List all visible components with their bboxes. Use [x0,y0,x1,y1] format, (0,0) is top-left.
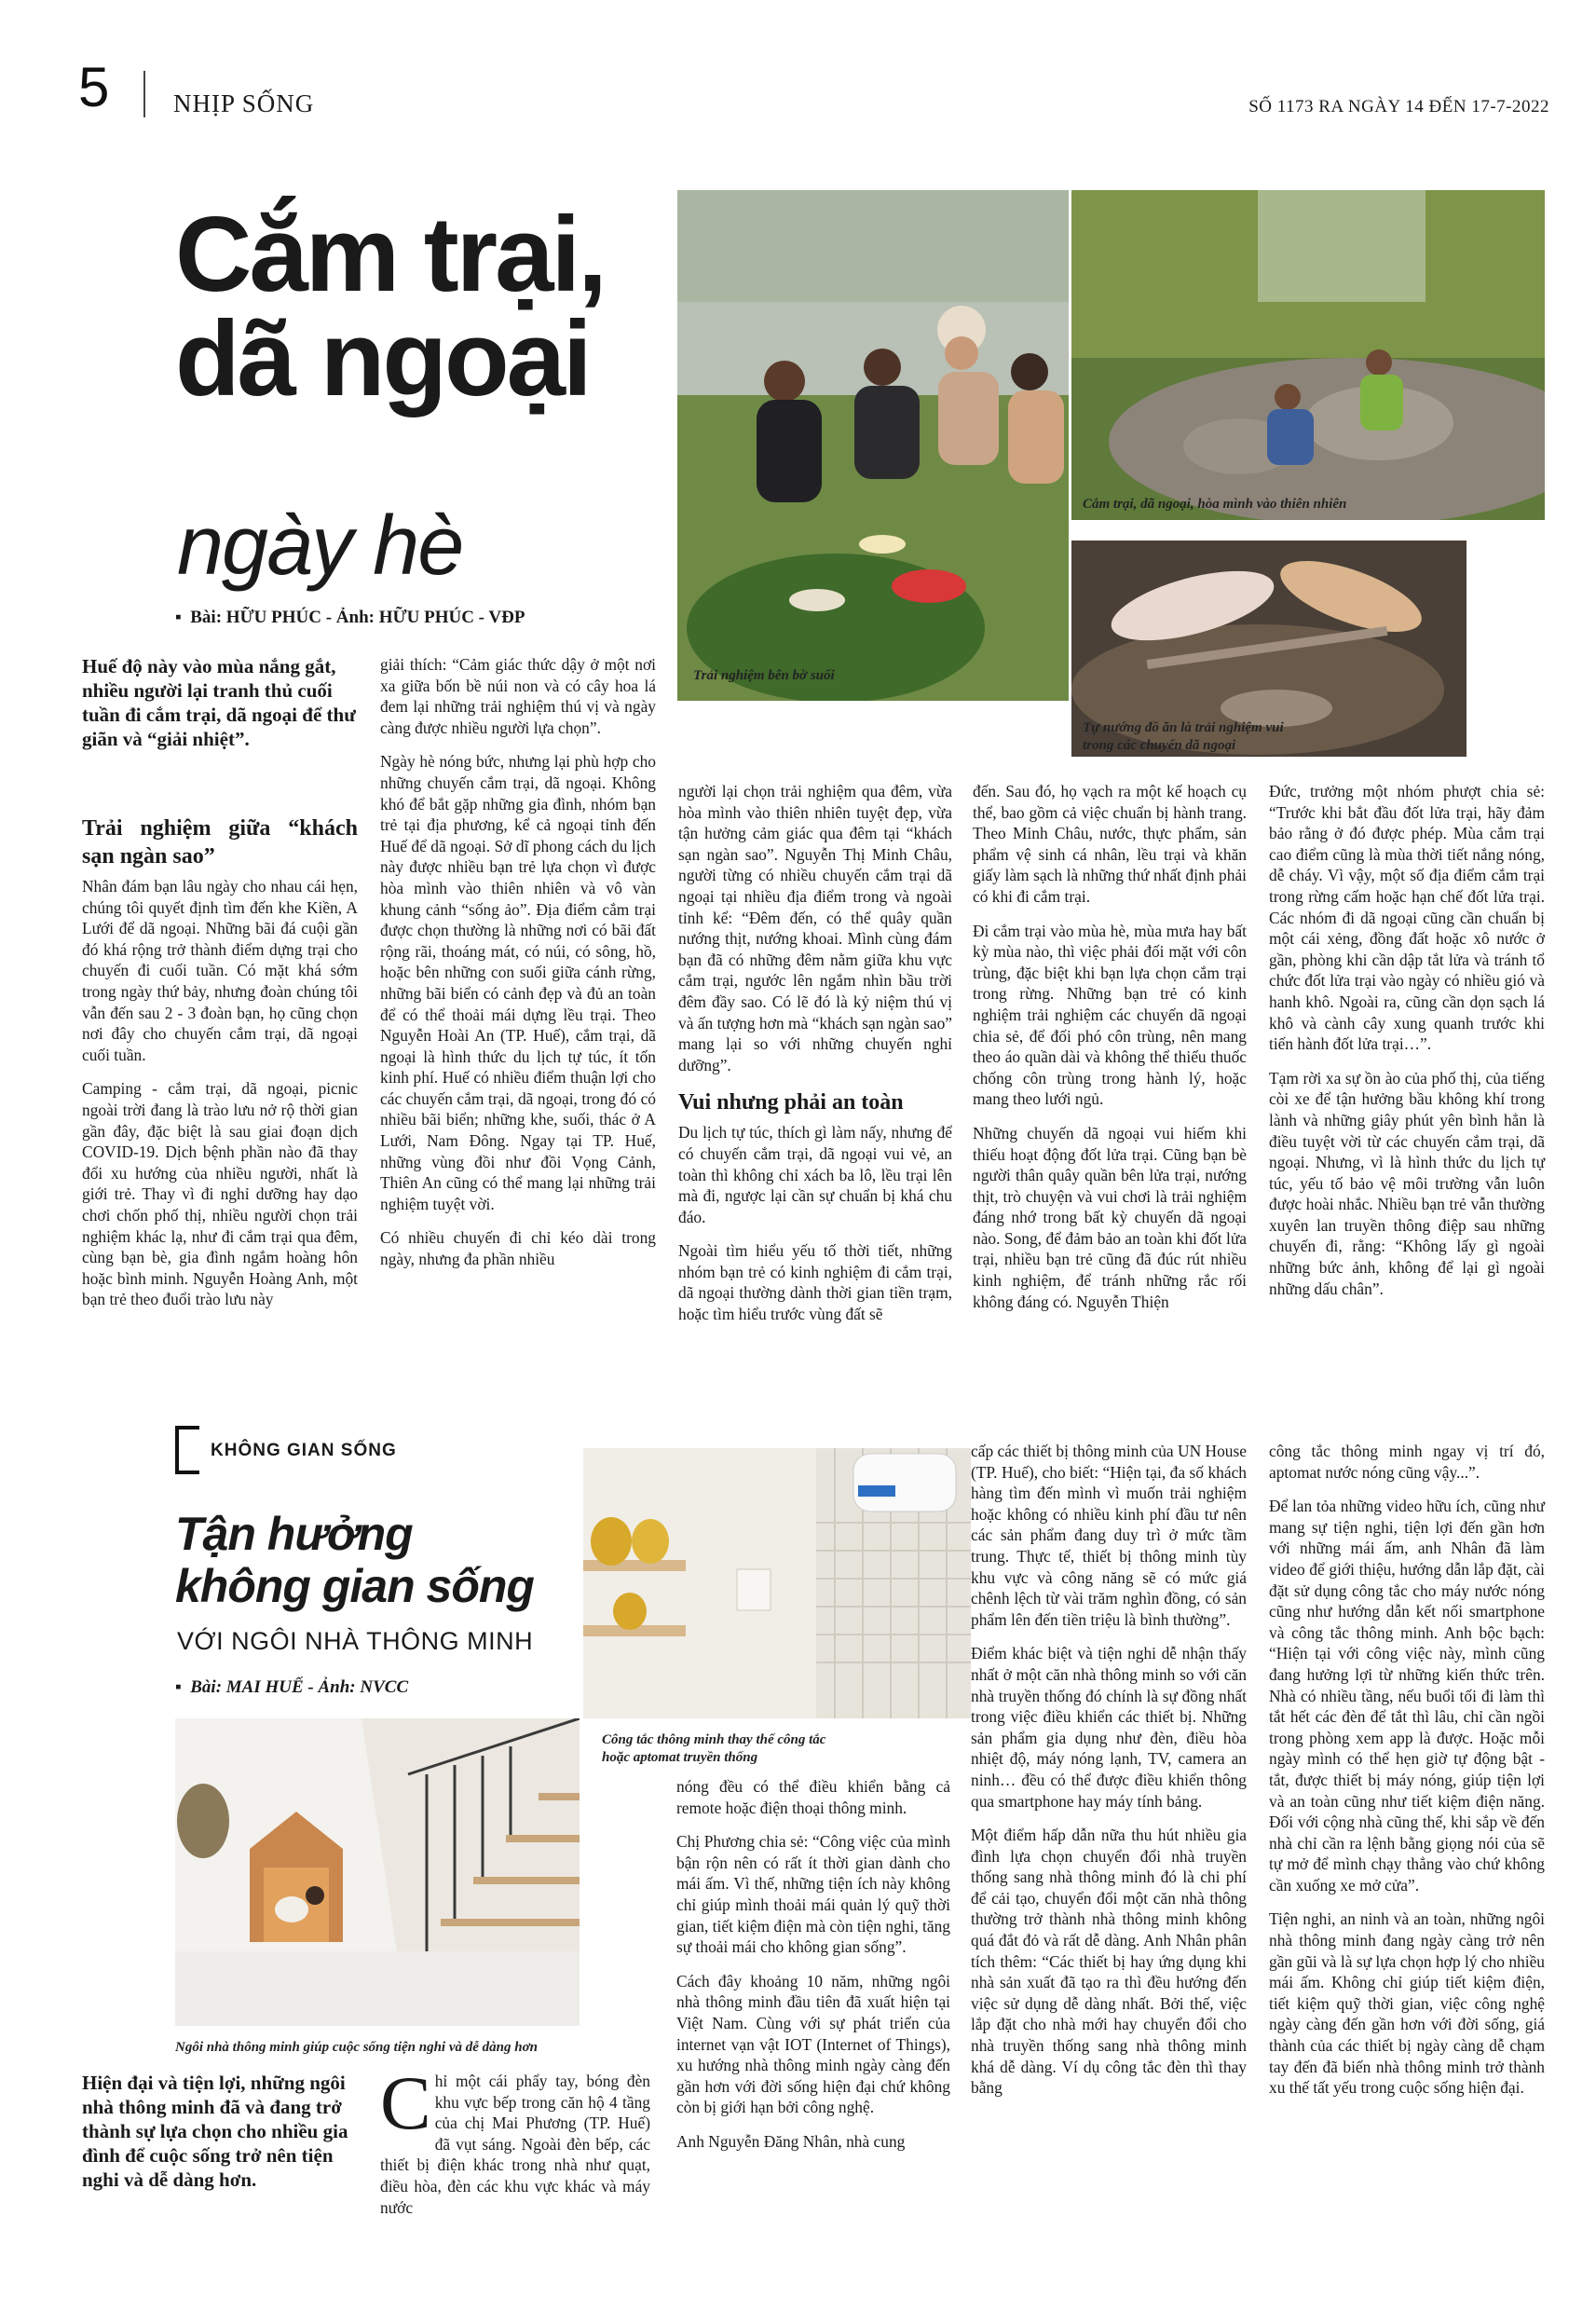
column-5 [1269,781,1545,1312]
caption-stream: Trải nghiệm bên bờ suối [693,668,835,683]
article2-column-3 [676,1776,950,2166]
article2-column-4 [971,1441,1247,2112]
paragraph: Để lan tỏa những video hữu ích, cũng như mang sự tiện nghi, tiện lợi đến gần hơn với những mái ấm, anh Nhân đã làm video để giới thiệu, hướng dẫn lắp đặt, cài đặt sử dụng công tắc cho máy nước nóng cũng như hướng dẫn kết nối smartphone và công tắc thông minh. Anh bộc bạch: “Hiện tại với công việc này, mình cũng đang hưởng lợi từ những kiến thức trên. Nhà có nhiều tầng, nếu buổi tối đi làm thì tắt hết các đèn để tắt thì lâu, chỉ cần ngồi trong phòng xem app là được. Hoặc mỗi ngày mình có thể hẹn giờ tự động bật - tắt, được thiết bị máy nóng, giúp tiện lợi và an toàn cũng như tiết kiệm điện năng. Đối với cộng nhà cũng thế, khi sắp về đến nhà chỉ cần ra lệnh bằng giọng nói của sẽ tự mở để mình chạy thẳng vào chứ không cần xuống xe mở cửa”. [1269,1497,1545,1895]
paragraph: Chị Phương chia sẻ: “Công việc của mình bận rộn nên có rất ít thời gian dành cho mái ấm. Vì thế, những tiện ích này không chỉ giúp mình thoải mái quản lý quỹ thời gian, tiết kiệm điện mà còn tiện nghi, tăng sự thoải mái cho không gian sống”. [676,1832,950,1957]
header-divider [143,71,145,117]
article2-subtitle: VỚI NGÔI NHÀ THÔNG MINH [177,1627,534,1655]
caption-smart-switch: Công tắc thông minh thay thế công tắc hoặc aptomat truyền thống [602,1732,826,1765]
paragraph: Những chuyến dã ngoại vui hiếm khi thiếu hoạt động đốt lửa trại. Cũng bạn bè người thân quây quần bên lửa trại, nướng thịt, trò chuyện và vui chơi là trải nghiệm đáng nhớ trong bất kỳ chuyến dã ngoại nào. Song, để đảm bảo an toàn khi đốt lửa trại, nhiều bạn trẻ cũng đã đúc rút nhiều kinh nghiệm, để tránh những rắc rối không đáng có. Nguyễn Thiện [973,1123,1247,1311]
paragraph: Có nhiều chuyến đi chỉ kéo dài trong ngày, nhưng đa phần nhiều [380,1228,656,1269]
caption-forest: Cắm trại, dã ngoại, hòa mình vào thiên nhiên [1083,497,1347,512]
title-line-2: dã ngoại [175,300,590,418]
drop-cap: C [380,2060,431,2145]
article2-lead: Hiện đại và tiện lợi, những ngôi nhà thông minh đã và đang trở thành sự lựa chọn cho nhiều gia đình để cuộc sống trở nên tiện nghi và dễ dàng hơn. [82,2072,348,2191]
paragraph: công tắc thông minh ngay vị trí đó, aptomat nước nóng cũng vậy...”. [1269,1442,1545,1482]
column-1 [82,809,358,1323]
paragraph: Điểm khác biệt và tiện nghi dễ nhận thấy nhất ở một căn nhà thông minh so với căn nhà truyền thống đó chính là sự đồng nhất trong việc điều khiển các thiết bị. Những sản phẩm gia dụng như đèn, điều hòa nhiệt độ, máy nóng lạnh, TV, camera an ninh… đều có thể được điều khiển thông qua smartphone hay máy tính bảng. [971,1644,1247,1811]
paragraph: Đức, trưởng một nhóm phượt chia sẻ: “Trước khi bắt đầu đốt lửa trại, hãy đảm bảo rằng ở đó được phép. Mùa cắm trại cao điểm cũng là mùa thời tiết nắng nóng, dễ cháy. Vì vậy, một số địa điểm cắm trại trong rừng cấm hoặc hạn chế đốt lửa trại. Các nhóm đi dã ngoại cũng cần chuẩn bị một cái xẻng, đồng đất hoặc xô nước ở gần, phòng khi cần dập tắt lửa và tránh tổ chức đốt lửa trại vào ngày có nhiều gió và hanh khô. Ngoài ra, cũng cần dọn sạch lá khô và cành cây xung quanh trước khi tiến hành đốt lửa trại…”. [1269,782,1545,1054]
paragraph: Ngày hè nóng bức, nhưng lại phù hợp cho những chuyến cắm trại, dã ngoại. Không khó để bắt gặp những gia đình, nhóm bạn trẻ tại địa phương, kể cả ngoại tỉnh đến Huế để dã ngoại. Sở dĩ phong cách du lịch này được nhiều bạn trẻ lựa chọn vì được hòa mình vào thiên nhiên và vô vàn khung cảnh “sống ảo”. Địa điểm cắm trại được chọn thường là những nơi có bãi đất rộng rãi, thoáng mát, có núi, có sông, hồ, hoặc bên những con suối giữa cánh rừng, những bãi biển có cảnh đẹp và đủ an toàn để có thể thoải mái dựng lều trại. Theo Nguyễn Hoài An (TP. Huế), cắm trại, dã ngoại là hình thức du lịch tự túc, ít tốn kinh phí. Huế có nhiều điểm thuận lợi cho các chuyến cắm trại, dã ngoại, trong đó có nhiều bãi biển; những khe, suối, thác ở A Lưới, Nam Đông. Ngay tại TP. Huế, những vùng đồi như đồi Vọng Cảnh, Thiên An cũng có thể mang lại những trải nghiệm tuyệt vời. [380,752,656,1213]
paragraph: Anh Nguyễn Đăng Nhân, nhà cung [676,2131,906,2151]
paragraph: đến. Sau đó, họ vạch ra một kế hoạch cụ thể, bao gồm cả việc chuẩn bị hành trang. Theo Minh Châu, nước, thực phẩm, sản phẩm vệ sinh cá nhân, lều trại và khăn giấy làm sạch là những thứ nhất định phải có khi đi cắm trại. [973,782,1247,906]
paragraph: Camping - cắm trại, dã ngoại, picnic ngoài trời đang là trào lưu nở rộ thời gian gần đây, đặc biệt là sau giai đoạn dịch COVID-19. Dịch bệnh phần nào đã thay đổi xu hướng của nhiều người, nhất là giới trẻ. Thay vì đi nghỉ dưỡng hay dạo chơi chốn phố thị, nhiều người chọn trải nghiệm khác lạ, như đi cắm trại qua đêm, cùng bạn bè, gia đình ngắm hoàng hôn hoặc bình minh. Nguyễn Hoàng Anh, một bạn trẻ theo đuổi trào lưu này [82,1079,358,1309]
paragraph: Một điểm hấp dẫn nữa thu hút nhiều gia đình lựa chọn chuyển đổi nhà truyền thống sang nhà thông minh đó là chi phí để cải tạo, chuyển đổi một căn nhà thông thường trở thành nhà thông minh không quá đắt đỏ và rất dễ dàng. Anh Nhân phân tích thêm: “Các thiết bị hay ứng dụng khi nhà sản xuất đã tạo ra thì đều hướng đến việc sử dụng dễ dàng nhất. Bởi thế, việc lắp đặt cho nhà mới hay chuyển đổi cho nhà truyền thống sang nhà thông minh khá dễ dàng. Ví dụ công tắc đèn thì thay bằng [971,1826,1247,2098]
subheading-safety: Vui nhưng phải an toàn [678,1090,904,1115]
paragraph: Tiện nghi, an ninh và an toàn, những ngôi nhà thông minh đang ngày càng trở nên gần gũi và là sự lựa chọn hợp lý cho nhiều mái ấm. Không chỉ giúp tiết kiệm điện, tiết kiệm quỹ thời gian, việc công nghệ ngày càng đến gần hơn với đời sống, giá thành của các thiết bị ngày càng dễ chạm tay đến đã biến nhà thông minh trở thành xu thế tất yếu trong cuộc sống hiện đại. [1269,1909,1545,2098]
title-line-1: Cắm trại, [175,196,605,314]
paragraph: Nhân đám bạn lâu ngày cho nhau cái hẹn, chúng tôi quyết định tìm đến khe Kiền, A Lưới để dã ngoại. Những bãi đá cuội gần đó khá rộng trở thành điểm dựng trại cho chuyến đi cuối tuần. Có mặt khá sớm trong ngày thứ bảy, nhưng đoàn chúng tôi vẫn đến sau 2 - 3 đoàn bạn, họ cũng chọn nơi đây cho chuyến cắm trại, dã ngoại cuối tuần. [82,877,358,1064]
photo-smart-switch [583,1448,971,1718]
column-4 [973,781,1247,1325]
paragraph: Cách đây khoảng 10 năm, những ngôi nhà thông minh đầu tiên đã xuất hiện tại Việt Nam. Cùng với sự phát triển của internet vạn vật IOT (Internet of Things), xu hướng nhà thông minh ngày càng đến gần hơn với đời sống hiện đại chứ không còn bị giới hạn bởi công nghệ. [676,1971,950,2117]
paragraph: Ngoài tìm hiểu yếu tố thời tiết, những nhóm bạn trẻ có kinh nghiệm đi cắm trại, dã ngoại thường dành thời gian tiền trạm, hoặc tìm hiểu trước vùng đất sẽ [678,1241,952,1324]
paragraph: người lại chọn trải nghiệm qua đêm, vừa hòa mình vào thiên nhiên tuyệt đẹp, vừa tận hưởng cảm giác qua đêm tại “khách sạn ngàn sao”. Nguyễn Thị Minh Châu, người từng có nhiều chuyến cắm trại dã ngoại tại nhiều địa điểm trong và ngoài tỉnh kể: “Đêm đến, có thể quây quần nướng thịt, nướng khoai. Mình cùng đám bạn đã có những đêm nằm giữa khu vực cắm trại, ngước lên ngắm nhìn bầu trời đêm đầy sao. Có lẽ đó là kỷ niệm thú vị và ấn tượng hơn mà “khách sạn ngàn sao” mang lại so với những chuyến nghỉ dưỡng”. [678,782,952,1074]
section-label: KHÔNG GIAN SỐNG [211,1441,397,1460]
article2-title [175,1508,534,1612]
photo-campers-by-stream [677,190,1069,701]
paragraph: giải thích: “Cảm giác thức dậy ở một nơi xa giữa bốn bề núi non và có cây hoa lá đem lại những trải nghiệm thú vị và ngày càng được nhiều người lựa chọn”. [380,655,656,737]
section-name: NHỊP SỐNG [173,89,315,117]
bullet-icon: ▪ [175,608,191,627]
paragraph: nóng đều có thể điều khiển bằng cả remote hoặc điện thoại thông minh. [676,1777,950,1817]
paragraph: hỉ một cái phẩy tay, bóng đèn khu vực bếp trong căn hộ 4 tầng của chị Mai Phương (TP. Huế) đã vụt sáng. Ngoài đèn bếp, các thiết bị điện khác trong nhà như quạt, điều hòa, đèn các khu vực khác và máy nước [380,2072,650,2217]
page-number: 5 [78,56,110,118]
issue-info: SỐ 1173 RA NGÀY 14 ĐẾN 17-7-2022 [1248,97,1549,116]
article-subtitle: ngày hè [177,499,463,593]
title-line-2: không gian sống [175,1560,534,1612]
section-label-box [175,1426,199,1474]
paragraph: cấp các thiết bị thông minh của UN House (TP. Huế), cho biết: “Hiện tại, đa số khách hàng tìm đến mình vì muốn trải nghiệm hoặc không có nhiều kinh phí đầu tư nên các sản phẩm đang duy trì ở mức tầm trung. Thực tế, thiết bị thông minh tùy khu vực và công năng sẽ có mức giá chênh lệch từ vài trăm nghìn đồng, có sản phẩm lên đến tiền triệu là bình thường”. [971,1442,1247,1629]
column-3 [678,781,952,1338]
paragraph: Đi cắm trại vào mùa hè, mùa mưa hay bất kỳ mùa nào, thì việc phải đối mặt với côn trùng, đặc biệt khi bạn lựa chọn cắm trại trong rừng. Những bạn trẻ có kinh nghiệm trải nghiệm các chuyến dã ngoại chia sẻ, để đối phó côn trùng, nên mang theo áo quần dài và không thể thiếu thuốc chống côn trùng trong hành lý, hoặc mang theo lưới ngủ. [973,921,1247,1109]
article-lead: Huế độ này vào mùa nắng gắt, nhiều người lại tranh thủ cuối tuần đi cắm trại, dã ngoại để thư giãn và “giải nhiệt”. [82,655,356,750]
bullet-icon: ▪ [175,1677,191,1697]
column-2 [380,654,656,1283]
article-title [175,196,678,418]
article2-column-5 [1269,1441,1545,2112]
byline: ▪ Bài: MAI HUẾ - Ảnh: NVCC [175,1677,409,1697]
title-line-1: Tận hưởng [175,1508,413,1560]
caption-grilling: Tự nướng đồ ăn là trải nghiệm vui trong các chuyến dã ngoại [1083,720,1284,753]
paragraph: Tạm rời xa sự ồn ào của phố thị, của tiếng còi xe để tận hưởng bầu không khí trong lành và những giây phút yên bình hẳn là điều tuyệt vời từ các chuyến cắm trại, dã ngoại. Nhưng, vì là hình thức du lịch tự túc, yếu tố bảo vệ môi trường vẫn luôn được hoài nhắc. Nhiều bạn trẻ vẫn thường xuyên lan truyền thông điệp sau những chuyến đi, rằng: “Không lấy gì ngoài những bức ảnh, không để lại gì ngoài những dấu chân”. [1269,1068,1545,1298]
byline: ▪ Bài: HỮU PHÚC - Ảnh: HỮU PHÚC - VĐP [175,608,525,627]
photo-smart-home [175,1718,580,2026]
subheading-stars: Trải nghiệm giữa “khách sạn ngàn sao” [82,816,358,869]
caption-smart-home: Ngôi nhà thông minh giúp cuộc sống tiện nghi và dễ dàng hơn [175,2040,538,2055]
photo-forest-camp [1071,190,1545,520]
article2-column-2 [380,2060,650,2218]
paragraph: Du lịch tự túc, thích gì làm nấy, nhưng để có chuyến cắm trại, dã ngoại vui vẻ, an toàn thì không chỉ xách ba lô, lều trại lên mà đi, ngược lại cần sự chuẩn bị khá chu đáo. [678,1123,952,1226]
